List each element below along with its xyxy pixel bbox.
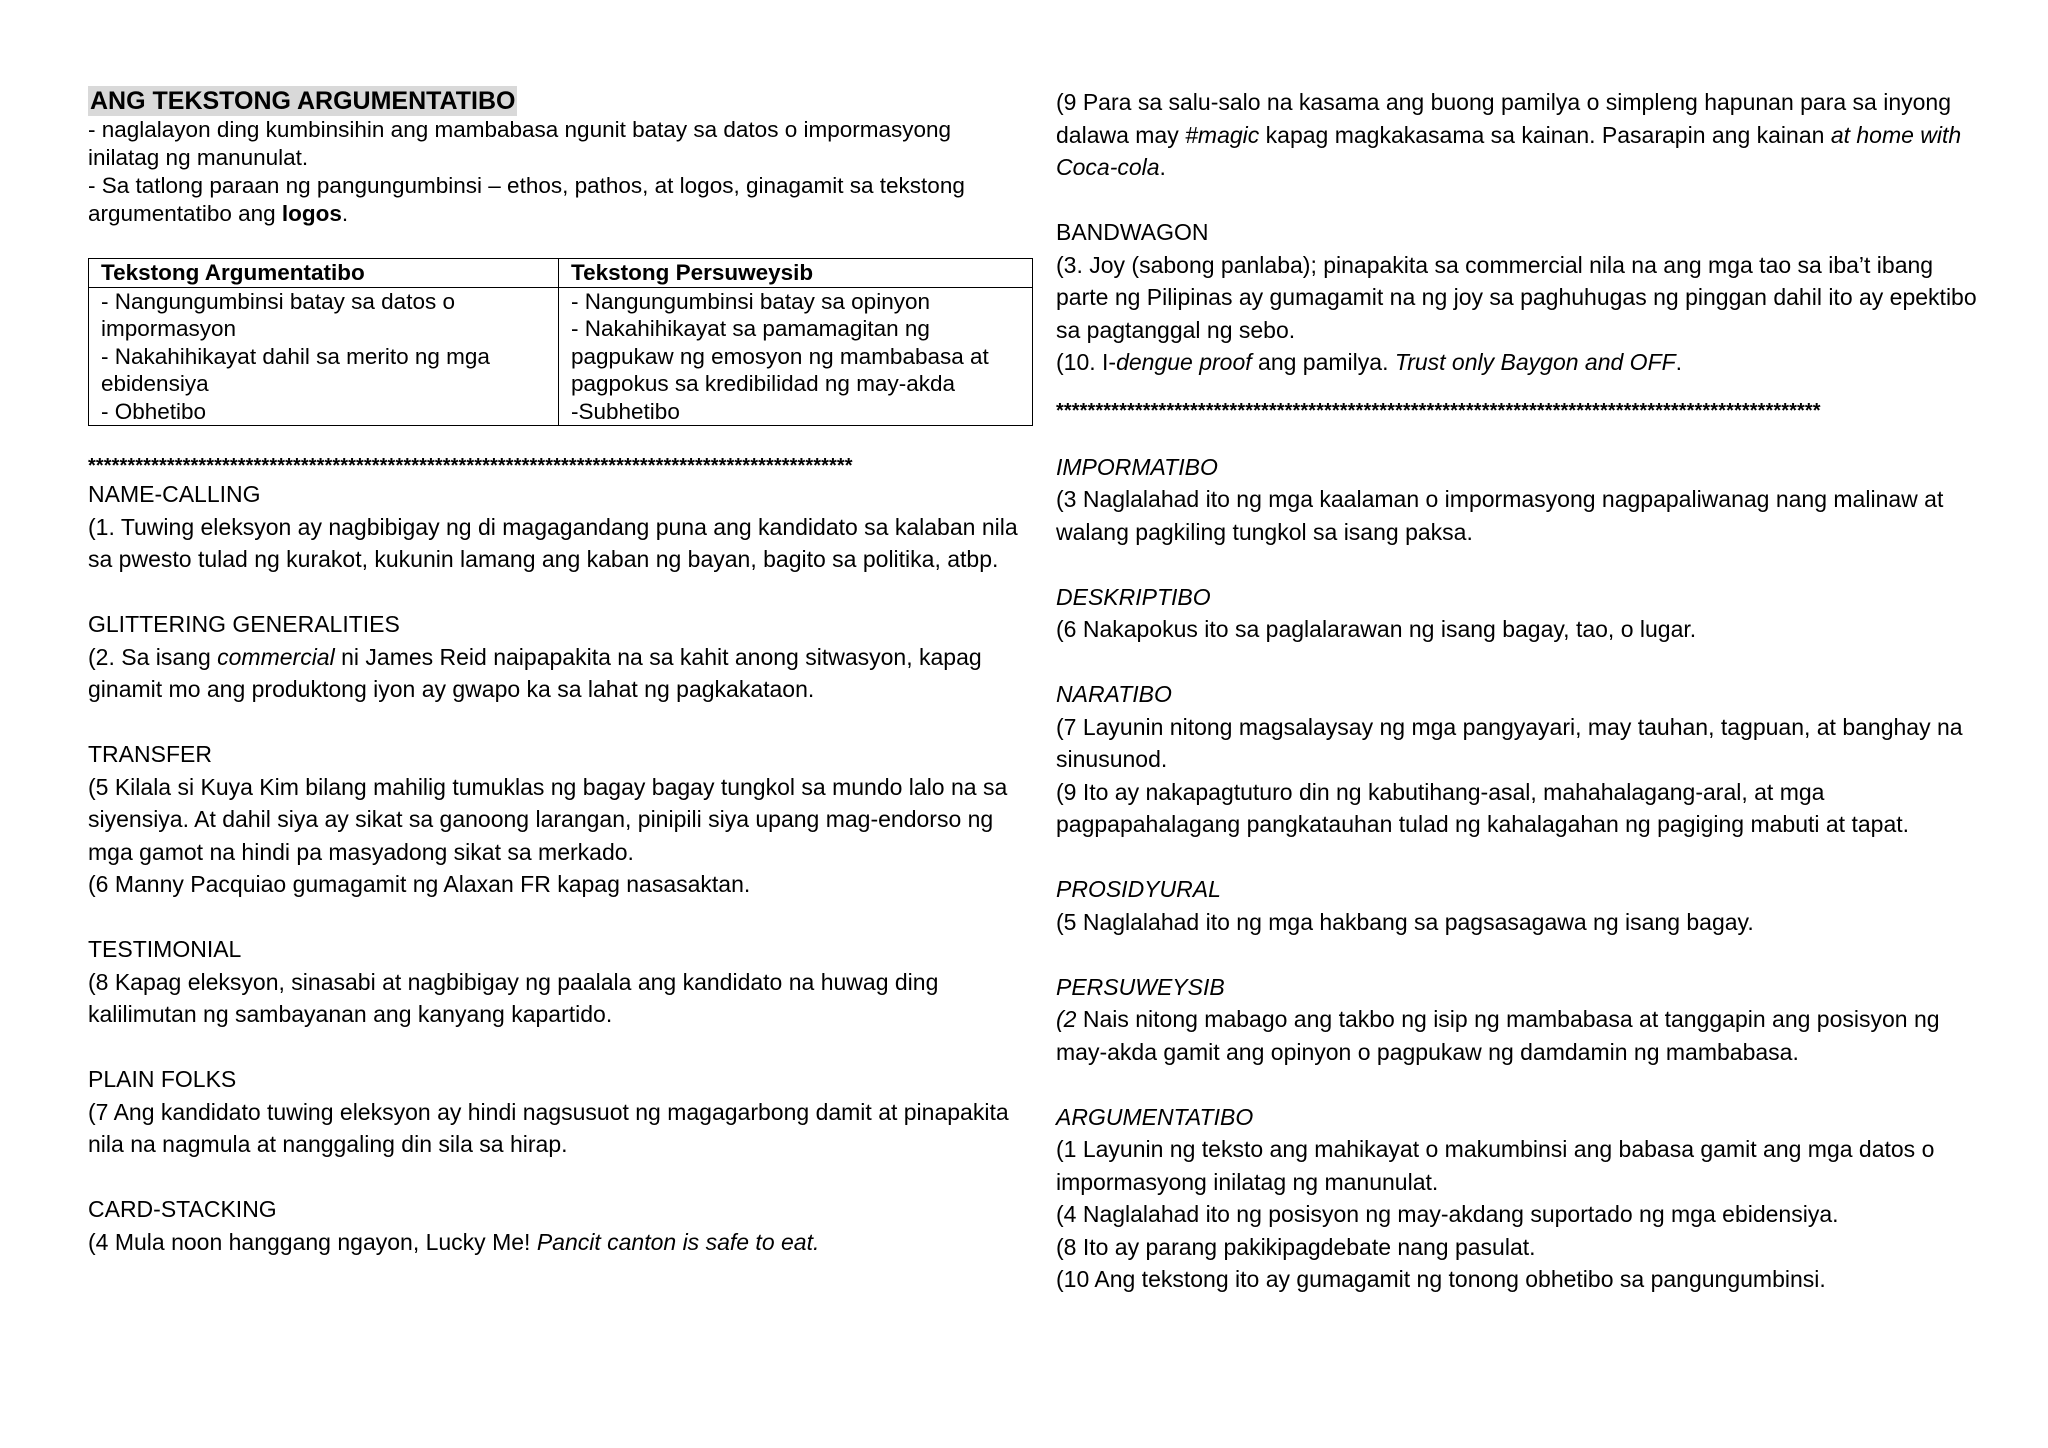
example-item [1056, 1231, 1986, 1264]
section-heading: NAME-CALLING [88, 481, 261, 507]
text-segment: (3. Joy (sabong panlaba); pinapakita sa commercial nila na ang mga tao sa iba’t ibang parte ng Pilipinas ay gumagamit na ng joy sa paghuhugas ng pinggan dahil ito ay epektibo sa pagtanggal ng sebo. [1056, 251, 1977, 343]
section-gap [1056, 1068, 1986, 1101]
example-item [1056, 613, 1986, 646]
divider-stars-right: ************************************************************************************************* [1056, 399, 1821, 422]
section-gap [1056, 938, 1986, 971]
page-title: ANG TEKSTONG ARGUMENTATIBO [90, 87, 516, 115]
example-item [1056, 346, 1986, 379]
example-item [1056, 711, 1986, 776]
right-sections [1056, 451, 1986, 1296]
text-segment: commercial [217, 643, 335, 670]
example-item [1056, 86, 1986, 184]
text-segment: (5 Kilala si Kuya Kim bilang mahilig tumuklas ng bagay bagay tungkol sa mundo lalo na sa siyensiya. At dahil siya ay sikat sa ganoong larangan, pinipili siya upang mag-endorso ng mga gamot na hindi pa masyadong sikat sa merkado. [88, 773, 1008, 865]
section-gap [1056, 184, 1986, 217]
section-gap [1056, 548, 1986, 581]
section-heading: BANDWAGON [1056, 219, 1209, 245]
section-heading: TRANSFER [88, 741, 212, 767]
example-item [1056, 483, 1986, 548]
text-segment: ang pamilya. [1251, 349, 1395, 375]
left-column [88, 86, 1020, 1258]
section-gap [88, 901, 1020, 934]
table-header-persuweysib: Tekstong Persuweysib [559, 259, 1033, 288]
section-heading: PLAIN FOLKS [88, 1066, 237, 1092]
text-segment: (3 Naglalahad ito ng mga kaalaman o impormasyong nagpapaliwanag nang malinaw at walang pagkiling tungkol sa isang paksa. [1056, 486, 1944, 545]
text-segment: . [1675, 349, 1683, 375]
section-gap [1056, 841, 1986, 874]
text-segment: #magic [1185, 121, 1260, 148]
text-segment: (9 Para sa salu-salo na kasama ang buong pamilya o simpleng hapunan para sa inyong dalawa may [1056, 89, 1952, 148]
left-sections [88, 478, 1020, 1258]
example-item [88, 966, 1020, 1031]
intro-line-2: - Sa tatlong paraan ng pangungumbinsi – ethos, pathos, at logos, ginagamit sa tekstong argumentatibo ang logos. [88, 173, 965, 226]
text-segment: dengue proof [1116, 349, 1252, 375]
table-item: - Nakahihikayat dahil sa merito ng mga ebidensiya [101, 343, 490, 396]
table-header-argumentatibo: Tekstong Argumentatibo [89, 259, 559, 288]
text-segment: (5 Naglalahad ito ng mga hakbang sa pagsasagawa ng isang bagay. [1056, 908, 1754, 935]
text-segment: (6 Manny Pacquiao gumagamit ng Alaxan FR kapag nasasaktan. [88, 871, 751, 897]
comparison-table [88, 258, 1033, 426]
text-segment: (7 Ang kandidato tuwing eleksyon ay hindi nagsusuot ng magagarbong damit at pinapakita nila na nagmula at nanggaling din sila sa hirap. [88, 1098, 1009, 1157]
section-heading: GLITTERING GENERALITIES [88, 611, 400, 637]
intro-line-1: - naglalayon ding kumbinsihin ang mambabasa ngunit batay sa datos o impormasyong inilatag ng manunulat. [88, 117, 952, 170]
section-gap [88, 706, 1020, 739]
table-item: - Nangungumbinsi batay sa opinyon [571, 288, 930, 314]
right-top-sections [1056, 86, 1986, 379]
text-segment: (1 Layunin ng teksto ang mahikayat o makumbinsi ang babasa gamit ang mga datos o impormasyong inilatag ng manunulat. [1056, 1136, 1935, 1195]
text-segment: (4 Mula noon hanggang ngayon, Lucky Me! [88, 1228, 537, 1255]
intro [88, 116, 1020, 228]
text-segment: (8 Kapag eleksyon, sinasabi at nagbibigay ng paalala ang kandidato na huwag ding kalilimutan ng sambayanan ang kanyang kapartido. [88, 968, 939, 1027]
section-heading: NARATIBO [1056, 681, 1172, 707]
table-item: - Nangungumbinsi batay sa datos o impormasyon [101, 288, 455, 341]
text-segment: (2. Sa isang [88, 643, 218, 670]
example-item [1056, 776, 1986, 841]
table-item: -Subhetibo [571, 398, 680, 424]
text-segment: (6 Nakapokus ito sa paglalarawan ng isang bagay, tao, o lugar. [1056, 616, 1697, 642]
text-segment: . [1159, 154, 1166, 180]
text-segment: (9 Ito ay nakapagtuturo din ng kabutihang-asal, mahahalagang-aral, at mga pagpapahalagang pangkatauhan tulad ng kahalagahan ng pagiging mabuti at tapat. [1056, 778, 1910, 837]
section-heading: ARGUMENTATIBO [1056, 1103, 1254, 1130]
section-gap [1056, 646, 1986, 679]
text-segment: (2 [1056, 1006, 1077, 1032]
example-item [1056, 906, 1986, 939]
section-gap [88, 1031, 1020, 1064]
section-gap [88, 576, 1020, 609]
section-heading: DESKRIPTIBO [1056, 583, 1211, 610]
section-heading: TESTIMONIAL [88, 936, 242, 962]
example-item [88, 511, 1020, 576]
example-item [88, 1226, 1020, 1259]
table-item: - Obhetibo [101, 398, 207, 424]
text-segment: (10 Ang tekstong ito ay gumagamit ng tonong obhetibo sa pangungumbinsi. [1056, 1266, 1826, 1292]
table-cell-argumentatibo [89, 287, 559, 426]
table-header-row [89, 259, 1033, 288]
section-heading: PERSUWEYSIB [1056, 973, 1225, 1000]
text-segment: Pancit canton is safe to eat. [536, 1228, 820, 1255]
example-item [1056, 249, 1986, 347]
example-item [88, 641, 1020, 706]
example-item [88, 1096, 1020, 1161]
text-segment: Trust only Baygon and OFF [1394, 349, 1676, 375]
text-segment: (1. Tuwing eleksyon ay nagbibigay ng di magagandang puna ang kandidato sa kalaban nila sa pwesto tulad ng kurakot, kukunin lamang ang kaban ng bayan, bagito sa politika, atbp. [88, 513, 1018, 572]
table-row [89, 287, 1033, 426]
table-cell-persuweysib [559, 287, 1033, 426]
divider-stars-left: ************************************************************************************************* [88, 455, 853, 477]
text-segment: (4 Naglalahad ito ng posisyon ng may-akdang suportado ng mga ebidensiya. [1056, 1201, 1839, 1227]
text-segment: kapag magkakasama sa kainan. Pasarapin ang kainan [1259, 121, 1831, 148]
example-item [1056, 1003, 1986, 1068]
example-item [1056, 1133, 1986, 1198]
text-segment: ni James Reid naipapakita na sa kahit anong sitwasyon, kapag ginamit mo ang produktong iyon ay gwapo ka sa lahat ng pagkakataon. [88, 643, 982, 702]
right-column [1056, 86, 1986, 1296]
text-segment: Nais nitong mabago ang takbo ng isip ng mambabasa at tanggapin ang posisyon ng may-akda gamit ang opinyon o pagpukaw ng damdamin ng mambabasa. [1056, 1006, 1940, 1065]
text-segment: at home with Coca-cola [1056, 121, 1962, 180]
text-segment: (7 Layunin nitong magsalaysay ng mga pangyayari, may tauhan, tagpuan, at banghay na sinusunod. [1056, 713, 1963, 772]
table-item: - Nakahihikayat sa pamamagitan ng pagpukaw ng emosyon ng mambabasa at pagpokus sa kredibilidad ng may-akda [571, 316, 989, 396]
example-item [1056, 1198, 1986, 1231]
text-segment: (8 Ito ay parang pakikipagdebate nang pasulat. [1056, 1233, 1536, 1260]
section-heading: PROSIDYURAL [1056, 876, 1221, 902]
example-item [88, 868, 1020, 901]
section-heading: IMPORMATIBO [1056, 453, 1218, 480]
example-item [1056, 1263, 1986, 1296]
example-item [88, 771, 1020, 869]
section-heading: CARD-STACKING [88, 1196, 277, 1222]
section-gap [88, 1161, 1020, 1194]
text-segment: (10. I- [1056, 349, 1117, 375]
